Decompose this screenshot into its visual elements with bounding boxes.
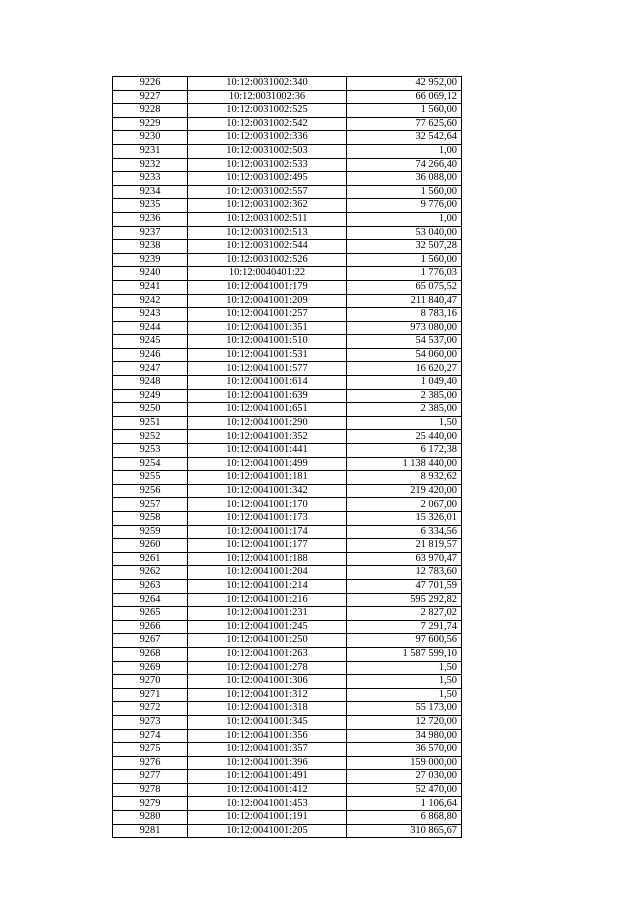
value-cell: 32 542,64 — [347, 131, 462, 145]
row-number-cell: 9263 — [113, 579, 188, 593]
cadastral-number-cell: 10:12:0041001:177 — [188, 539, 347, 553]
table-row — [113, 199, 462, 213]
row-number-cell: 9266 — [113, 620, 188, 634]
table-row — [113, 335, 462, 349]
cadastral-number-cell: 10:12:0031002:533 — [188, 158, 347, 172]
cadastral-number-cell: 10:12:0041001:191 — [188, 811, 347, 825]
table-row — [113, 484, 462, 498]
cadastral-number-cell: 10:12:0031002:362 — [188, 199, 347, 213]
cadastral-number-cell: 10:12:0041001:312 — [188, 688, 347, 702]
table-row — [113, 525, 462, 539]
table-row — [113, 661, 462, 675]
table-row — [113, 321, 462, 335]
value-cell: 66 069,12 — [347, 90, 462, 104]
table-row — [113, 117, 462, 131]
cadastral-number-cell: 10:12:0040401:22 — [188, 267, 347, 281]
cadastral-number-cell: 10:12:0041001:639 — [188, 389, 347, 403]
row-number-cell: 9231 — [113, 144, 188, 158]
row-number-cell: 9227 — [113, 90, 188, 104]
cadastral-number-cell: 10:12:0041001:357 — [188, 743, 347, 757]
row-number-cell: 9271 — [113, 688, 188, 702]
value-cell: 21 819,57 — [347, 539, 462, 553]
row-number-cell: 9280 — [113, 811, 188, 825]
row-number-cell: 9250 — [113, 403, 188, 417]
cadastral-number-cell: 10:12:0041001:290 — [188, 416, 347, 430]
value-cell: 973 080,00 — [347, 321, 462, 335]
row-number-cell: 9272 — [113, 702, 188, 716]
row-number-cell: 9279 — [113, 797, 188, 811]
table-row — [113, 715, 462, 729]
table-row — [113, 416, 462, 430]
value-cell: 219 420,00 — [347, 484, 462, 498]
value-cell: 52 470,00 — [347, 783, 462, 797]
row-number-cell: 9275 — [113, 743, 188, 757]
cadastral-number-cell: 10:12:0041001:216 — [188, 593, 347, 607]
row-number-cell: 9258 — [113, 512, 188, 526]
table-row — [113, 552, 462, 566]
value-cell: 6 868,80 — [347, 811, 462, 825]
row-number-cell: 9229 — [113, 117, 188, 131]
table-row — [113, 308, 462, 322]
cadastral-number-cell: 10:12:0041001:209 — [188, 294, 347, 308]
table-row — [113, 457, 462, 471]
value-cell: 54 060,00 — [347, 348, 462, 362]
value-cell: 2 067,00 — [347, 498, 462, 512]
cadastral-number-cell: 10:12:0041001:181 — [188, 471, 347, 485]
cadastral-number-cell: 10:12:0041001:173 — [188, 512, 347, 526]
row-number-cell: 9238 — [113, 240, 188, 254]
table-row — [113, 512, 462, 526]
row-number-cell: 9234 — [113, 185, 188, 199]
table-row — [113, 498, 462, 512]
cadastral-number-cell: 10:12:0041001:214 — [188, 579, 347, 593]
table-row — [113, 362, 462, 376]
value-cell: 97 600,56 — [347, 634, 462, 648]
value-cell: 1,50 — [347, 688, 462, 702]
value-cell: 36 570,00 — [347, 743, 462, 757]
cadastral-number-cell: 10:12:0041001:278 — [188, 661, 347, 675]
table-row — [113, 267, 462, 281]
cadastral-number-cell: 10:12:0041001:345 — [188, 715, 347, 729]
table-row — [113, 607, 462, 621]
row-number-cell: 9268 — [113, 647, 188, 661]
table-row — [113, 403, 462, 417]
value-cell: 74 266,40 — [347, 158, 462, 172]
row-number-cell: 9276 — [113, 756, 188, 770]
row-number-cell: 9259 — [113, 525, 188, 539]
row-number-cell: 9232 — [113, 158, 188, 172]
cadastral-number-cell: 10:12:0041001:352 — [188, 430, 347, 444]
table-row — [113, 131, 462, 145]
table-row — [113, 797, 462, 811]
row-number-cell: 9265 — [113, 607, 188, 621]
row-number-cell: 9245 — [113, 335, 188, 349]
value-cell: 2 385,00 — [347, 403, 462, 417]
cadastral-number-cell: 10:12:0041001:351 — [188, 321, 347, 335]
value-cell: 1 776,03 — [347, 267, 462, 281]
cadastral-number-cell: 10:12:0041001:614 — [188, 376, 347, 390]
row-number-cell: 9255 — [113, 471, 188, 485]
table-row — [113, 756, 462, 770]
value-cell: 36 088,00 — [347, 172, 462, 186]
table-row — [113, 253, 462, 267]
row-number-cell: 9252 — [113, 430, 188, 444]
value-cell: 34 980,00 — [347, 729, 462, 743]
value-cell: 1 560,00 — [347, 104, 462, 118]
value-cell: 1 138 440,00 — [347, 457, 462, 471]
value-cell: 77 625,60 — [347, 117, 462, 131]
value-cell: 1 049,40 — [347, 376, 462, 390]
cadastral-number-cell: 10:12:0031002:526 — [188, 253, 347, 267]
row-number-cell: 9261 — [113, 552, 188, 566]
row-number-cell: 9269 — [113, 661, 188, 675]
table-row — [113, 280, 462, 294]
cadastral-number-cell: 10:12:0041001:499 — [188, 457, 347, 471]
table-row — [113, 770, 462, 784]
table-row — [113, 212, 462, 226]
row-number-cell: 9278 — [113, 783, 188, 797]
table-row — [113, 729, 462, 743]
value-cell: 310 865,67 — [347, 824, 462, 838]
value-cell: 8 783,16 — [347, 308, 462, 322]
row-number-cell: 9254 — [113, 457, 188, 471]
table-row — [113, 144, 462, 158]
row-number-cell: 9264 — [113, 593, 188, 607]
cadastral-number-cell: 10:12:0031002:503 — [188, 144, 347, 158]
value-cell: 1,00 — [347, 144, 462, 158]
cadastral-number-cell: 10:12:0041001:245 — [188, 620, 347, 634]
value-cell: 6 334,56 — [347, 525, 462, 539]
value-cell: 32 507,28 — [347, 240, 462, 254]
table-row — [113, 444, 462, 458]
cadastral-number-cell: 10:12:0031002:511 — [188, 212, 347, 226]
row-number-cell: 9228 — [113, 104, 188, 118]
value-cell: 1 560,00 — [347, 253, 462, 267]
value-cell: 27 030,00 — [347, 770, 462, 784]
row-number-cell: 9249 — [113, 389, 188, 403]
cadastral-number-cell: 10:12:0041001:318 — [188, 702, 347, 716]
row-number-cell: 9256 — [113, 484, 188, 498]
cadastral-number-cell: 10:12:0041001:205 — [188, 824, 347, 838]
cadastral-number-cell: 10:12:0041001:453 — [188, 797, 347, 811]
row-number-cell: 9242 — [113, 294, 188, 308]
cadastral-number-cell: 10:12:0041001:651 — [188, 403, 347, 417]
cadastral-number-cell: 10:12:0041001:342 — [188, 484, 347, 498]
cadastral-number-cell: 10:12:0041001:396 — [188, 756, 347, 770]
value-cell: 9 776,00 — [347, 199, 462, 213]
table-row — [113, 824, 462, 838]
row-number-cell: 9251 — [113, 416, 188, 430]
cadastral-number-cell: 10:12:0041001:179 — [188, 280, 347, 294]
table-row — [113, 811, 462, 825]
row-number-cell: 9237 — [113, 226, 188, 240]
cadastral-number-cell: 10:12:0041001:577 — [188, 362, 347, 376]
value-cell: 55 173,00 — [347, 702, 462, 716]
row-number-cell: 9277 — [113, 770, 188, 784]
row-number-cell: 9247 — [113, 362, 188, 376]
row-number-cell: 9246 — [113, 348, 188, 362]
table-row — [113, 185, 462, 199]
table-row — [113, 77, 462, 91]
cadastral-number-cell: 10:12:0031002:544 — [188, 240, 347, 254]
row-number-cell: 9248 — [113, 376, 188, 390]
row-number-cell: 9267 — [113, 634, 188, 648]
value-cell: 47 701,59 — [347, 579, 462, 593]
cadastral-number-cell: 10:12:0041001:188 — [188, 552, 347, 566]
value-cell: 1 587 599,10 — [347, 647, 462, 661]
table-row — [113, 158, 462, 172]
cadastral-number-cell: 10:12:0041001:356 — [188, 729, 347, 743]
row-number-cell: 9274 — [113, 729, 188, 743]
value-cell: 1,50 — [347, 661, 462, 675]
value-cell: 2 385,00 — [347, 389, 462, 403]
value-cell: 1,50 — [347, 416, 462, 430]
value-cell: 6 172,38 — [347, 444, 462, 458]
value-cell: 63 970,47 — [347, 552, 462, 566]
cadastral-number-cell: 10:12:0041001:491 — [188, 770, 347, 784]
table-row — [113, 471, 462, 485]
row-number-cell: 9241 — [113, 280, 188, 294]
cadastral-number-cell: 10:12:0031002:513 — [188, 226, 347, 240]
row-number-cell: 9235 — [113, 199, 188, 213]
value-cell: 211 840,47 — [347, 294, 462, 308]
table-row — [113, 702, 462, 716]
cadastral-number-cell: 10:12:0031002:36 — [188, 90, 347, 104]
table-row — [113, 389, 462, 403]
value-cell: 42 952,00 — [347, 77, 462, 91]
cadastral-value-table — [112, 76, 462, 838]
cadastral-number-cell: 10:12:0031002:525 — [188, 104, 347, 118]
table-row — [113, 634, 462, 648]
value-cell: 65 075,52 — [347, 280, 462, 294]
cadastral-number-cell: 10:12:0041001:531 — [188, 348, 347, 362]
value-cell: 16 620,27 — [347, 362, 462, 376]
table-row — [113, 688, 462, 702]
row-number-cell: 9240 — [113, 267, 188, 281]
table-row — [113, 294, 462, 308]
cadastral-number-cell: 10:12:0041001:263 — [188, 647, 347, 661]
row-number-cell: 9243 — [113, 308, 188, 322]
table-row — [113, 579, 462, 593]
cadastral-number-cell: 10:12:0031002:340 — [188, 77, 347, 91]
row-number-cell: 9253 — [113, 444, 188, 458]
value-cell: 8 932,62 — [347, 471, 462, 485]
table-row — [113, 240, 462, 254]
row-number-cell: 9270 — [113, 675, 188, 689]
row-number-cell: 9233 — [113, 172, 188, 186]
value-cell: 15 326,01 — [347, 512, 462, 526]
cadastral-number-cell: 10:12:0041001:250 — [188, 634, 347, 648]
table-row — [113, 593, 462, 607]
cadastral-number-cell: 10:12:0041001:231 — [188, 607, 347, 621]
value-cell: 1 106,64 — [347, 797, 462, 811]
table-row — [113, 566, 462, 580]
table-row — [113, 430, 462, 444]
table-row — [113, 90, 462, 104]
value-cell: 25 440,00 — [347, 430, 462, 444]
table-row — [113, 172, 462, 186]
row-number-cell: 9244 — [113, 321, 188, 335]
cadastral-number-cell: 10:12:0041001:257 — [188, 308, 347, 322]
cadastral-number-cell: 10:12:0041001:306 — [188, 675, 347, 689]
value-cell: 12 720,00 — [347, 715, 462, 729]
table-row — [113, 743, 462, 757]
value-cell: 1 560,00 — [347, 185, 462, 199]
table-row — [113, 348, 462, 362]
value-cell: 53 040,00 — [347, 226, 462, 240]
table-row — [113, 783, 462, 797]
row-number-cell: 9257 — [113, 498, 188, 512]
value-cell: 2 827,02 — [347, 607, 462, 621]
table-row — [113, 226, 462, 240]
value-cell: 159 000,00 — [347, 756, 462, 770]
cadastral-number-cell: 10:12:0041001:204 — [188, 566, 347, 580]
table-body — [113, 77, 462, 838]
value-cell: 1,50 — [347, 675, 462, 689]
row-number-cell: 9281 — [113, 824, 188, 838]
cadastral-number-cell: 10:12:0031002:495 — [188, 172, 347, 186]
row-number-cell: 9260 — [113, 539, 188, 553]
table-row — [113, 620, 462, 634]
row-number-cell: 9236 — [113, 212, 188, 226]
cadastral-number-cell: 10:12:0041001:174 — [188, 525, 347, 539]
row-number-cell: 9262 — [113, 566, 188, 580]
cadastral-number-cell: 10:12:0031002:557 — [188, 185, 347, 199]
cadastral-number-cell: 10:12:0041001:412 — [188, 783, 347, 797]
table-row — [113, 376, 462, 390]
cadastral-number-cell: 10:12:0031002:336 — [188, 131, 347, 145]
row-number-cell: 9226 — [113, 77, 188, 91]
value-cell: 595 292,82 — [347, 593, 462, 607]
cadastral-number-cell: 10:12:0041001:510 — [188, 335, 347, 349]
cadastral-number-cell: 10:12:0041001:441 — [188, 444, 347, 458]
cadastral-number-cell: 10:12:0031002:542 — [188, 117, 347, 131]
table-row — [113, 104, 462, 118]
table-row — [113, 647, 462, 661]
value-cell: 12 783,60 — [347, 566, 462, 580]
value-cell: 54 537,00 — [347, 335, 462, 349]
table-row — [113, 539, 462, 553]
row-number-cell: 9230 — [113, 131, 188, 145]
row-number-cell: 9273 — [113, 715, 188, 729]
table-row — [113, 675, 462, 689]
row-number-cell: 9239 — [113, 253, 188, 267]
value-cell: 7 291,74 — [347, 620, 462, 634]
cadastral-number-cell: 10:12:0041001:170 — [188, 498, 347, 512]
value-cell: 1,00 — [347, 212, 462, 226]
